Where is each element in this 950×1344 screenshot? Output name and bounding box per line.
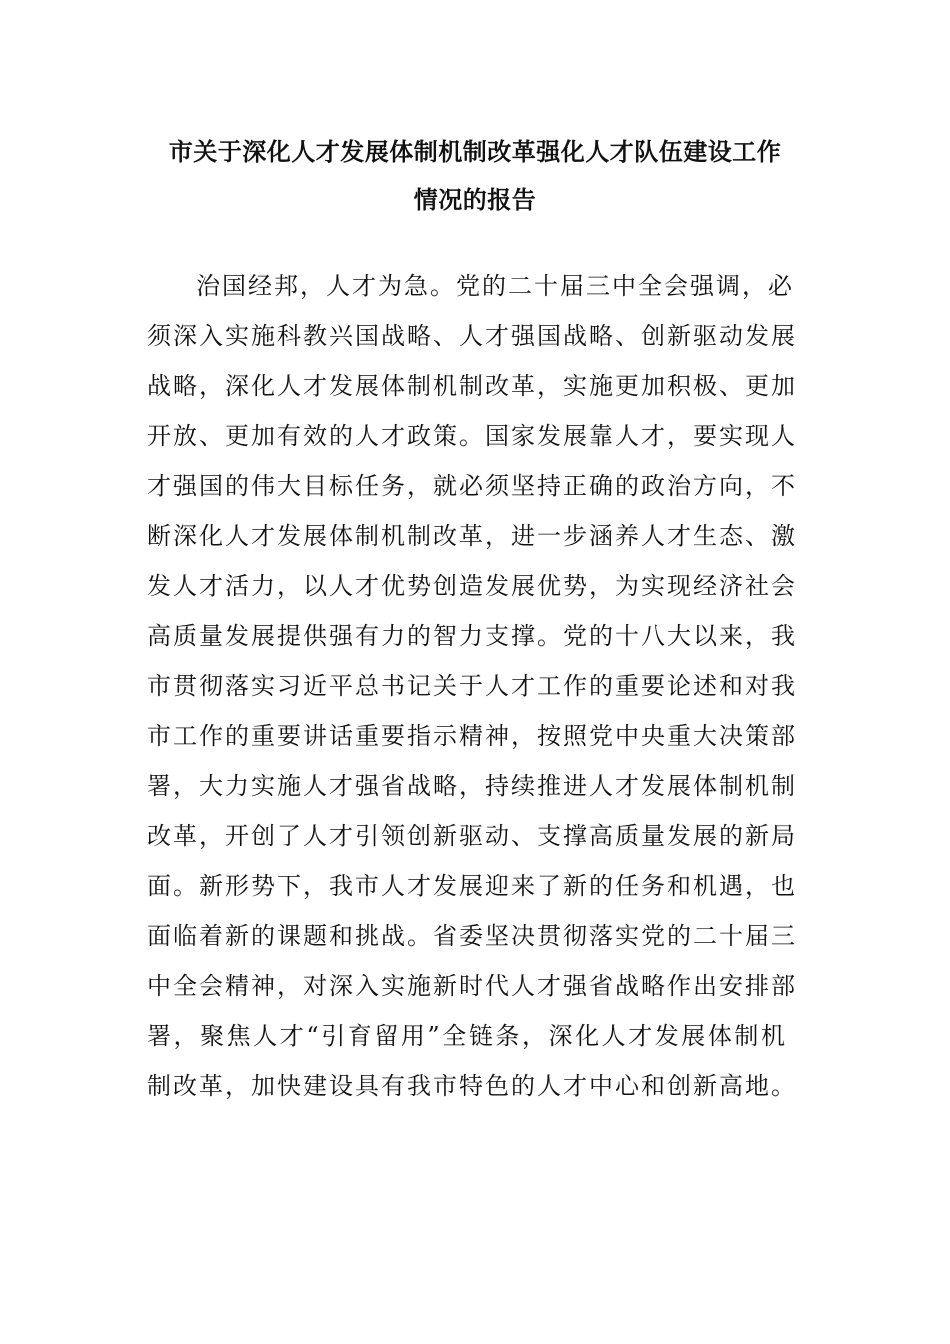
- paragraph-line-17: 制改革，加快建设具有我市特色的人才中心和创新高地。: [147, 1072, 797, 1100]
- document-title-line-1: 市关于深化人才发展体制机制改革强化人才队伍建设工作: [168, 137, 782, 166]
- paragraph-line-10: 市工作的重要讲话重要指示精神，按照党中央重大决策部: [147, 722, 797, 750]
- paragraph-line-7: 发人才活力，以人才优势创造发展优势，为实现经济社会: [147, 572, 797, 600]
- paragraph-line-14: 面临着新的课题和挑战。省委坚决贯彻落实党的二十届三: [147, 922, 797, 950]
- paragraph-line-9: 市贯彻落实习近平总书记关于人才工作的重要论述和对我: [147, 672, 797, 700]
- paragraph-line-16: 署，聚焦人才“引育留用”全链条，深化人才发展体制机: [147, 1022, 787, 1050]
- paragraph-line-8: 高质量发展提供强有力的智力支撑。党的十八大以来，我: [147, 622, 797, 650]
- paragraph-line-13: 面。新形势下，我市人才发展迎来了新的任务和机遇，也: [147, 872, 797, 900]
- document-title-line-2: 情况的报告: [413, 185, 537, 214]
- paragraph-line-12: 改革，开创了人才引领创新驱动、支撑高质量发展的新局: [147, 822, 797, 850]
- paragraph-line-5: 才强国的伟大目标任务，就必须坚持正确的政治方向，不: [147, 472, 797, 500]
- paragraph-line-3: 战略，深化人才发展体制机制改革，实施更加积极、更加: [147, 372, 797, 400]
- paragraph-line-6: 断深化人才发展体制机制改革，进一步涵养人才生态、激: [147, 522, 797, 550]
- paragraph-line-1: 治国经邦，人才为急。党的二十届三中全会强调，必: [196, 272, 794, 300]
- paragraph-line-4: 开放、更加有效的人才政策。国家发展靠人才，要实现人: [147, 422, 797, 450]
- paragraph-line-11: 署，大力实施人才强省战略，持续推进人才发展体制机制: [147, 772, 797, 800]
- paragraph-line-15: 中全会精神，对深入实施新时代人才强省战略作出安排部: [147, 972, 797, 1000]
- paragraph-line-2: 须深入实施科教兴国战略、人才强国战略、创新驱动发展: [147, 322, 797, 350]
